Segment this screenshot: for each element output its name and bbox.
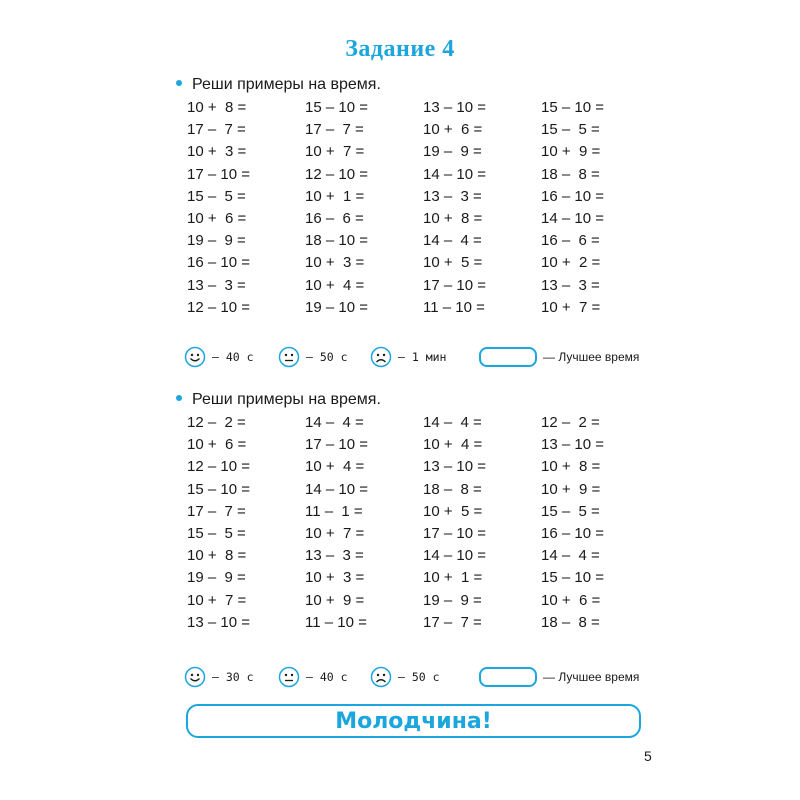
exercise-item: 16 – 10 =	[541, 187, 604, 205]
exercise-item: 17 – 7 =	[187, 502, 246, 520]
bullet-icon	[176, 80, 182, 86]
exercise-item: 10 + 3 =	[305, 569, 365, 587]
exercise-item: 11 – 10 =	[423, 298, 485, 316]
exercise-item: 15 – 10 =	[541, 99, 604, 116]
best-time-label: — Лучшее время	[543, 670, 640, 684]
exercise-item: 14 – 4 =	[423, 414, 482, 431]
bullet-icon	[176, 395, 182, 401]
exercise-item: 14 – 4 =	[423, 232, 482, 250]
timing-happy-label: — 30 с	[212, 670, 254, 684]
exercise-item: 13 – 3 =	[423, 187, 482, 205]
timing-neutral	[278, 344, 348, 370]
timing-sad-label: — 1 мин	[398, 350, 447, 364]
exercise-item: 19 – 9 =	[423, 143, 482, 161]
exercise-item: 17 – 7 =	[187, 121, 246, 139]
exercise-item: 10 + 8 =	[187, 547, 247, 565]
exercise-item: 15 – 5 =	[187, 187, 246, 205]
exercise-item: 15 – 10 =	[187, 480, 250, 498]
exercise-item: 17 – 10 =	[305, 436, 368, 454]
best-time-label: — Лучшее время	[543, 350, 640, 364]
exercise-item: 13 – 3 =	[187, 276, 246, 294]
exercise-grid-2	[187, 412, 659, 634]
exercise-item: 13 – 3 =	[305, 547, 364, 565]
exercise-item: 11 – 10 =	[305, 613, 367, 631]
exercise-item: 16 – 10 =	[187, 254, 250, 272]
exercise-item: 12 – 2 =	[541, 414, 600, 431]
timing-neutral-label: — 50 с	[306, 350, 348, 364]
exercise-item: 10 + 9 =	[541, 480, 601, 498]
exercise-item: 10 + 9 =	[305, 591, 365, 609]
smiley-sad-icon	[370, 346, 392, 368]
exercise-item: 19 – 9 =	[423, 591, 482, 609]
exercise-item: 10 + 5 =	[423, 502, 483, 520]
exercise-item: 18 – 10 =	[305, 232, 368, 250]
timing-row-1	[184, 344, 654, 370]
exercise-item: 10 + 4 =	[423, 436, 483, 454]
exercise-item: 15 – 5 =	[187, 524, 246, 542]
exercise-item: 10 + 5 =	[423, 254, 483, 272]
exercise-item: 14 – 4 =	[541, 547, 600, 565]
exercise-item: 18 – 8 =	[541, 165, 600, 183]
exercise-item: 19 – 9 =	[187, 232, 246, 250]
exercise-item: 12 – 10 =	[305, 165, 368, 183]
exercise-item: 17 – 10 =	[187, 165, 250, 183]
exercise-item: 15 – 5 =	[541, 121, 600, 139]
exercise-item: 13 – 10 =	[423, 458, 486, 476]
page-number: 5	[644, 748, 652, 764]
exercise-item: 10 + 3 =	[305, 254, 365, 272]
exercise-item: 15 – 5 =	[541, 502, 600, 520]
exercise-item: 18 – 8 =	[423, 480, 482, 498]
praise-text: Молодчина!	[335, 708, 492, 734]
exercise-item: 17 – 10 =	[423, 524, 486, 542]
exercise-item: 14 – 10 =	[423, 165, 486, 183]
instruction-text: Реши примеры на время.	[192, 391, 381, 408]
exercise-item: 10 + 2 =	[541, 254, 601, 272]
exercise-item: 13 – 10 =	[423, 99, 486, 116]
timing-sad-label: — 50 с	[398, 670, 440, 684]
instruction-1	[176, 76, 381, 94]
exercise-item: 10 + 9 =	[541, 143, 601, 161]
exercise-item: 10 + 8 =	[541, 458, 601, 476]
exercise-item: 10 + 8 =	[423, 209, 483, 227]
timing-sad	[370, 664, 440, 690]
timing-best	[479, 664, 639, 690]
exercise-item: 10 + 6 =	[187, 436, 247, 454]
exercise-item: 10 + 6 =	[423, 121, 483, 139]
best-time-box[interactable]	[479, 667, 537, 687]
timing-best	[479, 344, 639, 370]
timing-happy-label: — 40 с	[212, 350, 254, 364]
exercise-item: 14 – 4 =	[305, 414, 364, 431]
exercise-item: 16 – 10 =	[541, 524, 604, 542]
exercise-item: 10 + 1 =	[423, 569, 483, 587]
exercise-item: 13 – 10 =	[541, 436, 604, 454]
timing-neutral	[278, 664, 348, 690]
timing-row-2	[184, 664, 654, 690]
timing-happy	[184, 344, 254, 370]
exercise-item: 10 + 7 =	[305, 143, 365, 161]
exercise-item: 10 + 3 =	[187, 143, 247, 161]
smiley-neutral-icon	[278, 346, 300, 368]
exercise-item: 10 + 7 =	[187, 591, 247, 609]
exercise-grid-1	[187, 97, 659, 319]
timing-happy	[184, 664, 254, 690]
smiley-happy-icon	[184, 666, 206, 688]
exercise-item: 12 – 10 =	[187, 298, 250, 316]
exercise-item: 10 + 8 =	[187, 99, 247, 116]
best-time-box[interactable]	[479, 347, 537, 367]
instruction-text: Реши примеры на время.	[192, 76, 381, 93]
page-title: Задание 4	[345, 36, 455, 62]
exercise-item: 16 – 6 =	[305, 209, 364, 227]
exercise-item: 10 + 6 =	[187, 209, 247, 227]
timing-neutral-label: — 40 с	[306, 670, 348, 684]
exercise-item: 10 + 1 =	[305, 187, 365, 205]
exercise-item: 17 – 7 =	[423, 613, 482, 631]
praise-banner	[186, 704, 641, 738]
exercise-item: 11 – 1 =	[305, 502, 363, 520]
smiley-neutral-icon	[278, 666, 300, 688]
exercise-item: 12 – 2 =	[187, 414, 246, 431]
exercise-item: 12 – 10 =	[187, 458, 250, 476]
exercise-item: 17 – 7 =	[305, 121, 364, 139]
smiley-happy-icon	[184, 346, 206, 368]
exercise-item: 14 – 10 =	[305, 480, 368, 498]
exercise-item: 10 + 4 =	[305, 276, 365, 294]
exercise-item: 13 – 10 =	[187, 613, 250, 631]
exercise-item: 17 – 10 =	[423, 276, 486, 294]
exercise-item: 10 + 7 =	[305, 524, 365, 542]
exercise-item: 19 – 10 =	[305, 298, 368, 316]
exercise-item: 13 – 3 =	[541, 276, 600, 294]
exercise-item: 15 – 10 =	[305, 99, 368, 116]
exercise-item: 10 + 6 =	[541, 591, 601, 609]
exercise-item: 19 – 9 =	[187, 569, 246, 587]
exercise-item: 18 – 8 =	[541, 613, 600, 631]
exercise-item: 14 – 10 =	[541, 209, 604, 227]
exercise-item: 14 – 10 =	[423, 547, 486, 565]
timing-sad	[370, 344, 446, 370]
exercise-item: 16 – 6 =	[541, 232, 600, 250]
exercise-item: 10 + 7 =	[541, 298, 601, 316]
instruction-2	[176, 391, 381, 409]
smiley-sad-icon	[370, 666, 392, 688]
exercise-item: 15 – 10 =	[541, 569, 604, 587]
exercise-item: 10 + 4 =	[305, 458, 365, 476]
